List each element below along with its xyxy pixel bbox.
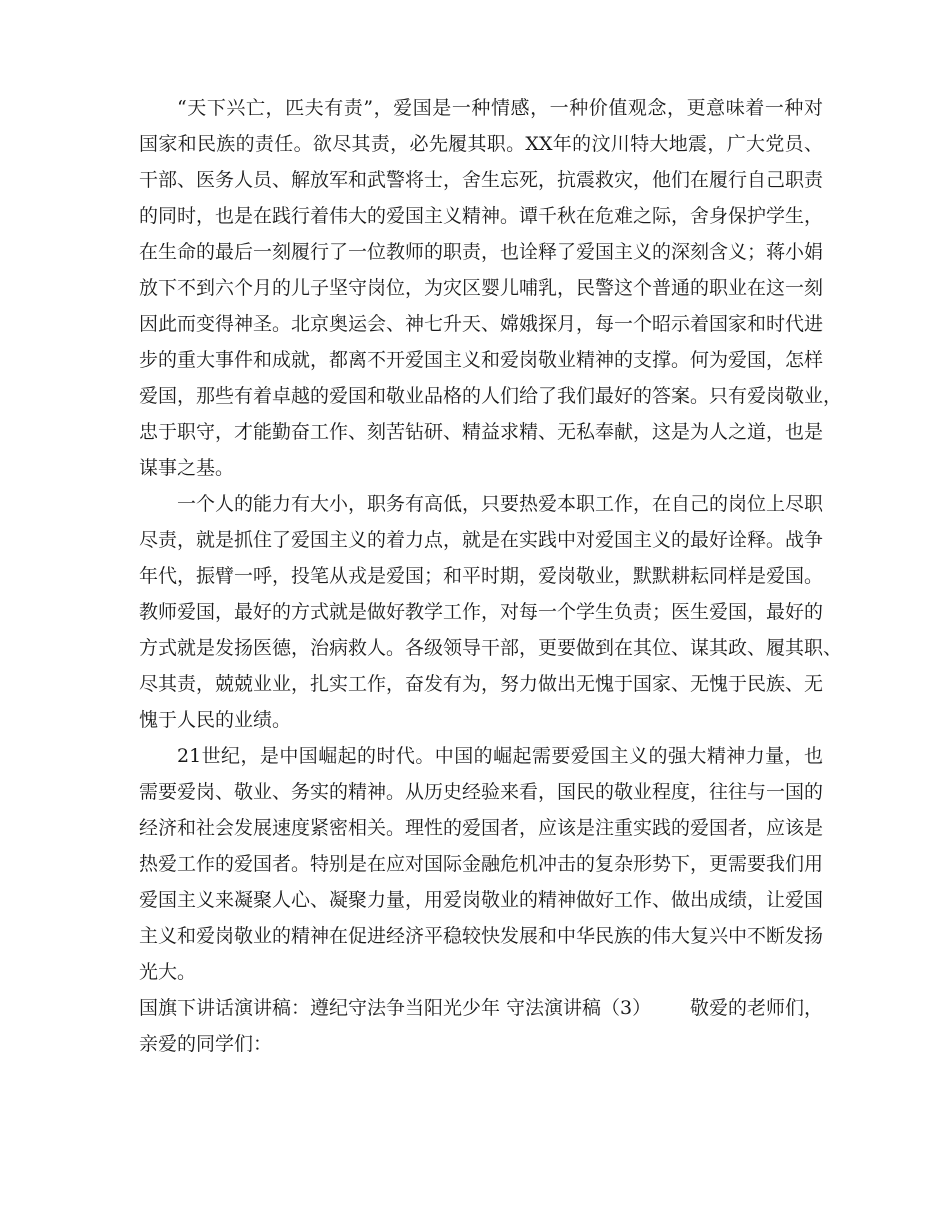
text-line: 主义和爱岗敬业的精神在促进经济平稳较快发展和中华民族的伟大复兴中不断发扬 [139, 925, 824, 947]
text-line: 国家和民族的责任。欲尽其责，必先履其职。XX年的汶川特大地震，广大党员、 [139, 133, 823, 155]
text-line: 步的重大事件和成就，都离不开爱国主义和爱岗敬业精神的支撑。何为爱国，怎样 [139, 349, 824, 371]
paragraph-2 [139, 486, 843, 738]
text-line: 尽责，就是抓住了爱国主义的着力点，就是在实践中对爱国主义的最好诠释。战争 [139, 529, 824, 551]
next-speech-title: 国旗下讲话演讲稿：遵纪守法争当阳光少年 守法演讲稿（3） [139, 997, 652, 1019]
salutation-teachers: 敬爱的老师们， [689, 997, 823, 1019]
text-line: 爱国，那些有着卓越的爱国和敬业品格的人们给了我们最好的答案。只有爱岗敬业， [139, 385, 843, 407]
text-line: 的同时，也是在践行着伟大的爱国主义精神。谭千秋在危难之际，舍身保护学生， [139, 205, 824, 227]
paragraph-1 [139, 90, 843, 486]
text-line: 干部、医务人员、解放军和武警将士，舍生忘死，抗震救灾，他们在履行自己职责 [139, 169, 824, 191]
next-speech-title-row [139, 990, 823, 1026]
salutation-students: 亲爱的同学们： [139, 1033, 273, 1055]
text-line: “天下兴亡，匹夫有责”，爱国是一种情感，一种价值观念，更意味着一种对 [177, 97, 823, 119]
text-line: 方式就是发扬医德，治病救人。各级领导干部，更要做到在其位、谋其政、履其职、 [139, 637, 843, 659]
text-line: 热爱工作的爱国者。特别是在应对国际金融危机冲击的复杂形势下，更需要我们用 [139, 853, 824, 875]
text-line: 21世纪，是中国崛起的时代。中国的崛起需要爱国主义的强大精神力量，也 [177, 745, 823, 767]
text-line: 爱国主义来凝聚人心、凝聚力量，用爱岗敬业的精神做好工作、做出成绩，让爱国 [139, 889, 824, 911]
text-line: 需要爱岗、敬业、务实的精神。从历史经验来看，国民的敬业程度，往往与一国的 [139, 781, 824, 803]
text-line: 尽其责，兢兢业业，扎实工作，奋发有为，努力做出无愧于国家、无愧于民族、无 [139, 673, 824, 695]
paragraph-3 [139, 738, 823, 990]
text-line: 教师爱国，最好的方式就是做好教学工作，对每一个学生负责；医生爱国，最好的 [139, 601, 824, 623]
document-page [139, 90, 843, 1062]
text-line: 在生命的最后一刻履行了一位教师的职责，也诠释了爱国主义的深刻含义；蒋小娟 [139, 241, 824, 263]
text-line: 光大。 [139, 961, 197, 983]
text-line: 愧于人民的业绩。 [139, 709, 292, 731]
text-line: 谋事之基。 [139, 457, 235, 479]
text-line: 因此而变得神圣。北京奥运会、神七升天、嫦娥探月，每一个昭示着国家和时代进 [139, 313, 824, 335]
text-line: 一个人的能力有大小，职务有高低，只要热爱本职工作，在自己的岗位上尽职 [177, 493, 824, 515]
text-line: 放下不到六个月的儿子坚守岗位，为灾区婴儿哺乳，民警这个普通的职业在这一刻 [139, 277, 824, 299]
text-line: 年代，振臂一呼，投笔从戎是爱国；和平时期，爱岗敬业，默默耕耘同样是爱国。 [139, 565, 824, 587]
text-line: 经济和社会发展速度紧密相关。理性的爱国者，应该是注重实践的爱国者，应该是 [139, 817, 824, 839]
text-line: 忠于职守，才能勤奋工作、刻苦钻研、精益求精、无私奉献，这是为人之道，也是 [139, 421, 824, 443]
